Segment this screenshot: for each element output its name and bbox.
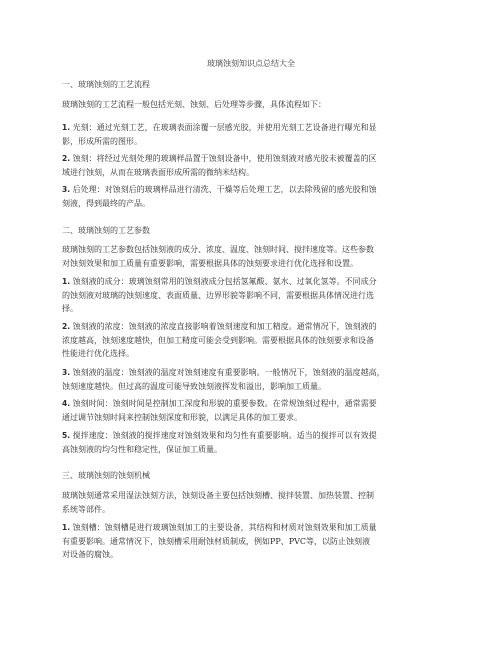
section-3-item-1 [62, 521, 452, 562]
item-line: 性能进行优化选择。 [62, 349, 134, 359]
item-line: 蚀刻时间：蚀刻时间是控制加工深度和形貌的重要参数。在常规蚀刻过程中，通常需要 [72, 399, 377, 408]
item-line: 影，形成所需的图形。 [62, 136, 142, 146]
paragraph [62, 489, 452, 516]
item-line: 蚀刻液的温度：蚀刻液的温度对蚀刻速度有重要影响。一般情况下，蚀刻液的温度越高， [72, 368, 385, 377]
item-line: 蚀刻槽：蚀刻槽是进行玻璃蚀刻加工的主要设备，其结构和材质对蚀刻效果和加工质量 [72, 523, 377, 532]
item-line: 的蚀刻液对玻璃的蚀刻速度、表面质量、边界形貌等影响不同，需要根据具体情况进行选 [62, 290, 374, 300]
paragraph: 玻璃蚀刻的工艺流程一般包括光刻、蚀刻、后处理等步骤，具体流程如下： [62, 100, 326, 109]
item-line: 域进行蚀刻，从而在玻璃表面形成所需的微纳米结构。 [62, 167, 254, 177]
section-2-intro [62, 243, 452, 270]
document-title: 玻璃蚀刻知识点总结大全 [207, 59, 295, 68]
item-line: 蚀刻：将经过光刻处理的玻璃样品置于蚀刻设备中，使用蚀刻液对感光胶未被覆盖的区 [72, 154, 377, 163]
item-line: 光刻：通过光刻工艺，在玻璃表面涂覆一层感光胶，并使用光刻工艺设备进行曝光和显 [72, 123, 377, 132]
section-2-item-3 [62, 366, 452, 393]
list-item [62, 429, 452, 456]
item-line: 择。 [62, 304, 78, 314]
section-3-intro [62, 489, 452, 516]
section-heading: 一、玻璃蚀刻的工艺流程 [62, 80, 150, 89]
item-number: 2. [62, 154, 71, 163]
item-number: 1. [62, 277, 71, 286]
paragraph-line: 系统等部件。 [62, 504, 110, 514]
section-3 [62, 469, 452, 483]
list-item [62, 152, 452, 179]
section-2-item-2 [62, 320, 452, 361]
section-2-item-5 [62, 429, 452, 456]
paragraph-line: 玻璃蚀刻通常采用湿法蚀刻方法，蚀刻设备主要包括蚀刻槽、搅拌装置、加热装置、控制 [62, 491, 374, 500]
paragraph-line: 对蚀刻效果和加工质量有重要影响，需要根据具体的蚀刻要求进行优化选择和设置。 [62, 258, 358, 268]
section-2-item-4 [62, 397, 452, 424]
section-heading: 三、玻璃蚀刻的蚀刻机械 [62, 471, 150, 480]
paragraph-line: 玻璃蚀刻的工艺参数包括蚀刻液的成分、浓度、温度、蚀刻时间、搅拌速度等。这些参数 [62, 245, 374, 254]
item-number: 1. [62, 523, 71, 532]
section-heading: 二、玻璃蚀刻的工艺参数 [62, 226, 150, 235]
item-line: 高蚀刻液的均匀性和稳定性，保证加工质量。 [62, 444, 222, 454]
item-line: 刻液，得到最终的产品。 [62, 198, 150, 208]
item-line: 蚀刻液的浓度：蚀刻液的浓度直接影响着蚀刻速度和加工精度。通常情况下，蚀刻液的 [72, 322, 377, 331]
item-number: 5. [62, 431, 71, 440]
section-1-item-3 [62, 183, 452, 210]
list-item [62, 366, 452, 393]
section-1-item-1 [62, 121, 452, 148]
item-line: 对设备的腐蚀。 [62, 550, 118, 560]
section-1 [62, 78, 452, 92]
item-line: 蚀刻速度越快。但过高的温度可能导致蚀刻液挥发和溢出，影响加工质量。 [62, 381, 326, 391]
item-line: 有重要影响。通常情况下，蚀刻槽采用耐蚀材质制成，例如PP、PVC等，以防止蚀刻液 [62, 536, 371, 546]
section-2 [62, 224, 452, 238]
item-number: 3. [62, 185, 71, 194]
section-1-intro [62, 98, 452, 112]
list-item [62, 183, 452, 210]
item-line: 蚀刻液的成分：玻璃蚀刻常用的蚀刻液成分包括氢氟酸、氨水、过氧化氢等。不同成分 [72, 277, 377, 286]
list-item [62, 320, 452, 361]
item-line: 搅拌速度：蚀刻液的搅拌速度对蚀刻效果和均匀性有重要影响。适当的搅拌可以有效提 [72, 431, 377, 440]
paragraph [62, 243, 452, 270]
item-number: 1. [62, 123, 71, 132]
list-item [62, 397, 452, 424]
item-number: 4. [62, 399, 71, 408]
item-line: 浓度越高，蚀刻速度越快，但加工精度可能会受到影响。需要根据具体的蚀刻要求和设备 [62, 335, 374, 345]
section-1-item-2 [62, 152, 452, 179]
item-line: 通过调节蚀刻时间来控制蚀刻深度和形貌，以满足具体的加工要求。 [62, 412, 302, 422]
item-number: 2. [62, 322, 71, 331]
list-item [62, 521, 452, 562]
item-line: 后处理：对蚀刻后的玻璃样品进行清洗、干燥等后处理工艺，以去除残留的感光胶和蚀 [72, 185, 377, 194]
list-item [62, 121, 452, 148]
list-item [62, 275, 452, 316]
item-number: 3. [62, 368, 71, 377]
section-2-item-1 [62, 275, 452, 316]
